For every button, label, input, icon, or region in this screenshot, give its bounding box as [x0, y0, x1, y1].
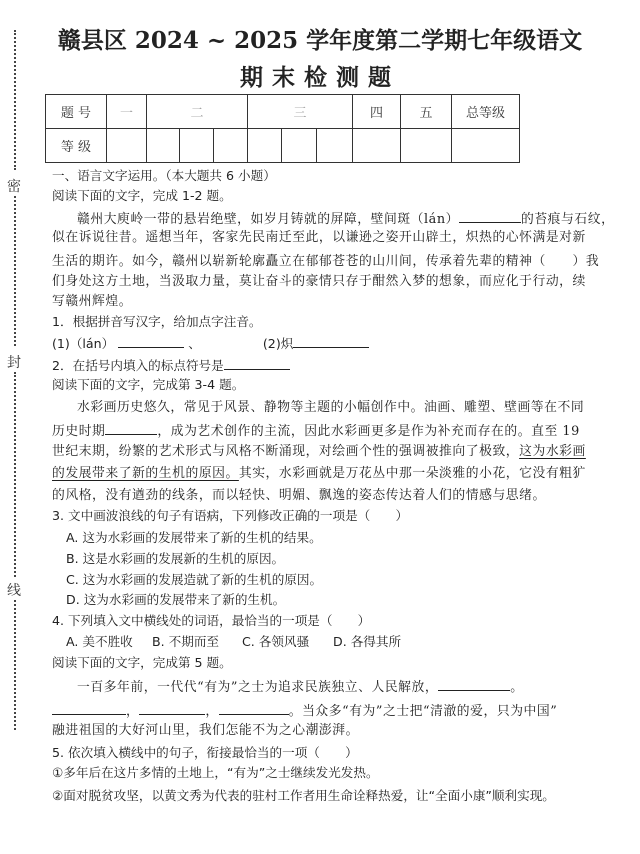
passage2-line: 的风格，没有遒劲的线条，而以轻快、明媚、飘逸的姿态传达着人们的情感与思绪。 [52, 488, 546, 503]
q1-part1-tail: 、 [188, 336, 201, 351]
q5-item-1: ①多年后在这片多情的土地上，“有为”之士继续发光发热。 [52, 765, 379, 780]
passage-text: 的苔痕与石纹， [520, 212, 615, 227]
wavy-underlined-sentence: 这为水彩画 [519, 444, 586, 459]
row-label-question-number: 题 号 [46, 95, 107, 129]
answer-blank[interactable] [459, 208, 521, 223]
reading-instruction: 阅读下面的文字，完成第 3-4 题。 [52, 377, 245, 392]
binding-dotted-line [14, 196, 16, 346]
answer-blank[interactable] [293, 333, 369, 348]
answer-blank[interactable] [118, 333, 184, 348]
passage-text: ， [205, 704, 219, 719]
grade-cell[interactable] [107, 129, 147, 163]
grade-cell[interactable] [282, 129, 317, 163]
grade-cell[interactable] [248, 129, 282, 163]
score-table-header-row [46, 95, 520, 129]
passage-text: 。当众多“有为”之士把“清澈的爱，只为中国” [288, 704, 558, 719]
reading-instruction: 阅读下面的文字，完成第 5 题。 [52, 655, 232, 670]
column-header: 五 [401, 95, 452, 129]
score-table [45, 94, 520, 163]
passage2-line [52, 420, 580, 442]
row-label-grade: 等 级 [46, 129, 107, 163]
q4-option-a[interactable]: A. 美不胜收 [66, 634, 133, 649]
section-heading: 一、语言文字运用。（本大题共 6 小题） [52, 168, 276, 183]
passage-text: ， [126, 704, 140, 719]
column-header: 四 [353, 95, 401, 129]
answer-blank[interactable] [224, 355, 290, 370]
passage2-line [52, 464, 586, 484]
column-header: 总等级 [452, 95, 520, 129]
passage2-line [52, 442, 586, 462]
grade-cell[interactable] [401, 129, 452, 163]
wavy-underlined-sentence: 的发展带来了新的生机的原因。 [52, 466, 239, 481]
answer-blank[interactable] [139, 700, 205, 715]
binding-dotted-line [14, 372, 16, 577]
question-1-answers [52, 333, 369, 354]
answer-blank[interactable] [219, 700, 289, 715]
binding-char-mi: 密 [7, 179, 21, 195]
q3-option-b[interactable]: B. 这是水彩画的发展新的生机的原因。 [66, 551, 285, 566]
q3-option-c[interactable]: C. 这为水彩画的发展造就了新的生机的原因。 [66, 572, 323, 587]
passage-text: 赣州大庾岭一带的悬岩绝壁，如岁月铸就的屏障，壁间斑（lán） [77, 212, 459, 227]
passage-text: 历史时期 [52, 424, 106, 439]
passage-text: 。 [510, 680, 524, 695]
column-header: 一 [107, 95, 147, 129]
binding-char-feng: 封 [7, 355, 21, 371]
reading-instruction: 阅读下面的文字，完成 1-2 题。 [52, 188, 232, 203]
passage1-line: 写赣州辉煌。 [52, 294, 133, 309]
question-2 [52, 355, 290, 376]
q4-option-b[interactable]: B. 不期而至 [152, 634, 220, 649]
passage-text: 一百多年前，一代代“有为”之士为追求民族独立、人民解放， [77, 680, 439, 695]
column-header: 二 [147, 95, 248, 129]
q5-item-2: ②面对脱贫攻坚，以黄文秀为代表的驻村工作者用生命诠释热爱，让“全面小康”顺利实现。 [52, 788, 555, 803]
q4-option-d[interactable]: D. 各得其所 [333, 634, 402, 649]
q3-option-a[interactable]: A. 这为水彩画的发展带来了新的生机的结果。 [66, 530, 322, 545]
grade-cell[interactable] [353, 129, 401, 163]
passage2-line: 水彩画历史悠久，常见于风景、静物等主题的小幅创作中。油画、雕塑、壁画等在不同 [77, 400, 585, 415]
question-1: 1．根据拼音写汉字，给加点字注音。 [52, 314, 262, 329]
grade-cell[interactable] [147, 129, 180, 163]
column-header: 三 [248, 95, 353, 129]
passage1-line: 生活的期许。如今，赣州以崭新轮廓矗立在郁郁苍苍的山川间，传承着先辈的精神（ ）我 [52, 254, 600, 269]
grade-cell[interactable] [180, 129, 214, 163]
question-3: 3. 文中画波浪线的句子有语病，下列修改正确的一项是（ ） [52, 508, 409, 523]
answer-blank[interactable] [438, 676, 510, 691]
passage1-line: 们身处这方土地，当汲取力量，莫让奋斗的豪情只存于酣然入梦的想象，而应化于行动，续 [52, 274, 586, 289]
passage-text: ，成为艺术创作的主流，因此水彩画更多是作为补充而存在的。直至 19 [157, 424, 580, 439]
q3-option-d[interactable]: D. 这为水彩画的发展带来了新的生机。 [66, 592, 286, 607]
question-5: 5. 依次填入横线中的句子，衔接最恰当的一项（ ） [52, 745, 358, 760]
binding-char-xian: 线 [7, 583, 21, 599]
passage3-line [52, 700, 557, 722]
answer-blank[interactable] [105, 420, 157, 435]
question-4: 4. 下列填入文中横线处的词语，最恰当的一项是（ ） [52, 613, 371, 628]
passage3-line: 融进祖国的大好河山里，我们怎能不为之心潮澎湃。 [52, 723, 359, 738]
passage1-line [77, 208, 614, 230]
passage-text: 世纪末期，纷繁的艺术形式与风格不断涌现，对绘画个性的强调被推向了极致， [52, 444, 520, 459]
grade-cell[interactable] [214, 129, 248, 163]
exam-subtitle: 期末检测题 [240, 64, 400, 91]
passage1-line: 似在诉说往昔。遥想当年，客家先民南迁至此，以谦逊之姿开山辟土，炽热的心怀满是对新 [52, 230, 586, 245]
q1-part1-label: (1)（lán） [52, 336, 115, 351]
answer-blank[interactable] [52, 700, 126, 715]
binding-dotted-line [14, 600, 16, 730]
score-table-grade-row [46, 129, 520, 163]
passage-text: 其实，水彩画就是万花丛中那一朵淡雅的小花，它没有粗犷 [238, 466, 586, 481]
grade-cell[interactable] [317, 129, 353, 163]
q4-option-c[interactable]: C. 各领风骚 [242, 634, 310, 649]
q1-part2-label: (2)炽 [262, 336, 294, 351]
grade-cell[interactable] [452, 129, 520, 163]
exam-title: 赣县区 2024 ~ 2025 学年度第二学期七年级语文 [57, 27, 583, 54]
passage3-line [77, 676, 524, 698]
question-text: 2．在括号内填入的标点符号是 [52, 358, 224, 373]
